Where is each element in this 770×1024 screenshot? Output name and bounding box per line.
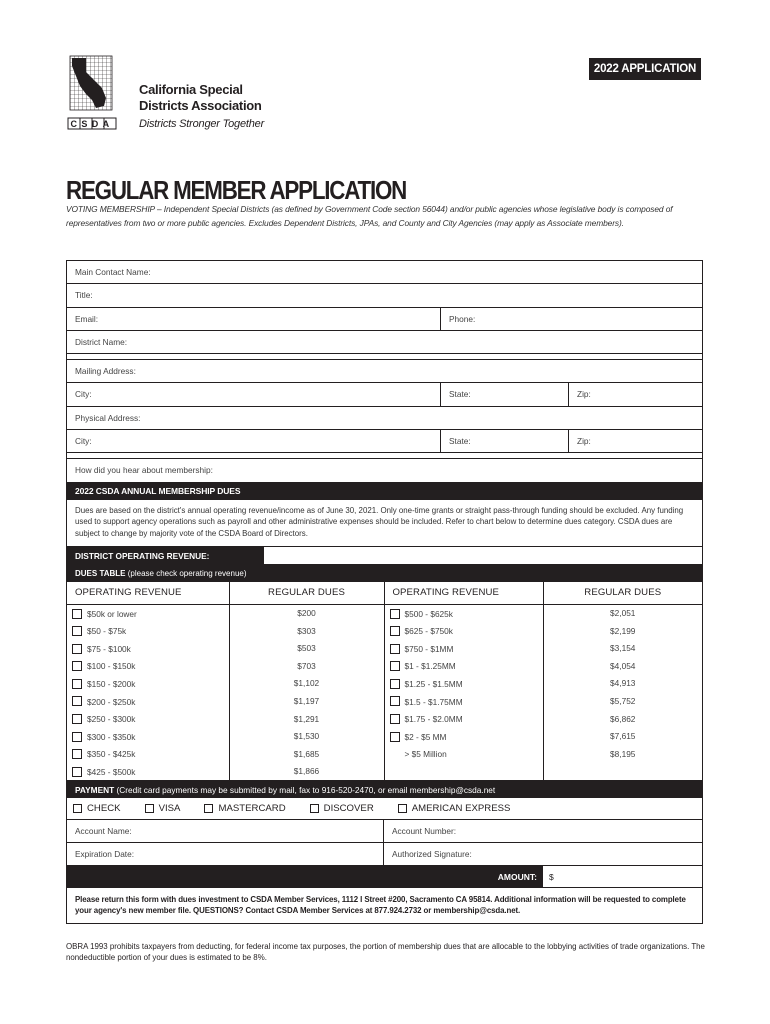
dues-amount: $4,054: [610, 660, 636, 671]
col-header: OPERATING REVENUE: [67, 582, 229, 604]
revenue-option: > $5 Million: [404, 749, 447, 760]
dues-row: [67, 639, 702, 657]
payment-visa[interactable]: VISA: [145, 803, 181, 814]
checkbox[interactable]: [398, 804, 407, 813]
checkbox[interactable]: [310, 804, 319, 813]
checkbox[interactable]: [72, 679, 82, 689]
revenue-option: $75 - $100k: [87, 643, 131, 654]
amount-label: AMOUNT:: [497, 872, 537, 883]
checkbox[interactable]: [72, 732, 82, 742]
page-title: REGULAR MEMBER APPLICATION: [66, 175, 407, 205]
checkbox[interactable]: [72, 749, 82, 759]
application-form: [66, 260, 703, 924]
payment-mastercard[interactable]: MASTERCARD: [204, 803, 285, 814]
revenue-option: $2 - $5 MM: [404, 731, 447, 742]
payment-discover[interactable]: DISCOVER: [310, 803, 374, 814]
amount-field[interactable]: $: [543, 866, 702, 887]
account-name-field[interactable]: Account Name:: [67, 820, 384, 842]
dues-amount: $200: [297, 608, 316, 619]
operating-revenue-label: DISTRICT OPERATING REVENUE:: [67, 547, 264, 564]
checkbox[interactable]: [72, 696, 82, 706]
csda-logo: [66, 54, 118, 130]
mailing-state-field[interactable]: State:: [441, 383, 569, 405]
dues-section-heading: 2022 CSDA ANNUAL MEMBERSHIP DUES: [67, 483, 702, 500]
payment-amex[interactable]: AMERICAN EXPRESS: [398, 803, 511, 814]
dues-row: [67, 622, 702, 640]
revenue-option: $1.5 - $1.75MM: [404, 696, 463, 707]
dues-amount: $503: [297, 643, 316, 654]
checkbox[interactable]: [390, 609, 400, 619]
dues-amount: $1,291: [293, 713, 320, 724]
page-subtitle: VOTING MEMBERSHIP – Independent Special Districts (as defined by Government Code section 56044) and/or public agencies whose legislative body is composed of representatives from two or more public agencies. Excludes Dependent Districts, JPAs, and County and City Agencies (may apply as Associate members).: [66, 204, 673, 228]
referral-field[interactable]: How did you hear about membership:: [75, 465, 213, 476]
revenue-option: $50 - $75k: [87, 625, 127, 636]
main-contact-field[interactable]: Main Contact Name:: [75, 267, 151, 277]
checkbox[interactable]: [390, 714, 400, 724]
revenue-option: $300 - $350k: [87, 731, 136, 742]
dues-row: [67, 675, 702, 693]
application-year-tag: 2022 APPLICATION: [589, 58, 701, 80]
revenue-option: $50k or lower: [87, 608, 137, 619]
expiration-date-field[interactable]: Expiration Date:: [67, 843, 384, 865]
checkbox[interactable]: [390, 644, 400, 654]
dues-description: Dues are based on the district's annual operating revenue/income as of June 30, 2021. Only one-time grants or straight pass-through funding should be excluded. Any funding used to support agency operations such as payroll and other administrative expenses should be included. Refer to chart below to determine dues category. CSDA dues are subject to change by majority vote of the CSDA Board of Directors.: [67, 500, 702, 548]
dues-table-heading: DUES TABLE (please check operating revenue): [67, 565, 702, 582]
checkbox[interactable]: [72, 609, 82, 619]
dues-amount: $2,199: [610, 625, 636, 636]
dues-row: [67, 657, 702, 675]
dues-amount: $8,195: [610, 748, 636, 759]
checkbox[interactable]: [72, 626, 82, 636]
checkbox[interactable]: [72, 714, 82, 724]
dues-row: [67, 604, 702, 622]
col-header: OPERATING REVENUE: [384, 582, 543, 604]
checkbox[interactable]: [204, 804, 213, 813]
logo-text: CSDA: [70, 119, 114, 129]
dues-amount: $5,752: [610, 695, 636, 706]
dues-amount: $1,866: [293, 766, 320, 777]
operating-revenue-input[interactable]: [264, 547, 702, 564]
tagline: Districts Stronger Together: [139, 118, 265, 130]
signature-field[interactable]: Authorized Signature:: [392, 849, 472, 860]
revenue-option: $1 - $1.25MM: [404, 661, 456, 672]
revenue-option: $1.25 - $1.5MM: [404, 678, 463, 689]
revenue-option: $500 - $625k: [404, 608, 453, 619]
checkbox[interactable]: [72, 644, 82, 654]
dues-table: [67, 582, 702, 780]
dues-amount: $1,197: [293, 695, 320, 706]
mailing-address-field[interactable]: Mailing Address:: [75, 366, 136, 377]
obra-disclaimer: OBRA 1993 prohibits taxpayers from deducting, for federal income tax purposes, the portion of membership dues that are allocable to the lobbying activities of trade organizations. The nondeductible portion of your dues is estimated to be 8%.: [66, 942, 705, 963]
checkbox[interactable]: [72, 767, 82, 777]
dues-amount: $7,615: [610, 731, 636, 742]
dues-row: [67, 745, 702, 763]
mailing-zip-field[interactable]: Zip:: [577, 389, 591, 400]
mailing-city-field[interactable]: City:: [67, 383, 441, 405]
revenue-option: $425 - $500k: [87, 766, 136, 777]
checkbox[interactable]: [390, 679, 400, 689]
dues-amount: $4,913: [610, 678, 636, 689]
revenue-option: $250 - $300k: [87, 713, 136, 724]
phone-field[interactable]: Phone:: [449, 313, 476, 324]
physical-city-field[interactable]: City:: [67, 430, 441, 452]
org-name: California Special Districts Association: [139, 82, 262, 113]
dues-row: [67, 692, 702, 710]
checkbox[interactable]: [145, 804, 154, 813]
revenue-option: $200 - $250k: [87, 696, 136, 707]
title-field[interactable]: Title:: [75, 290, 93, 301]
payment-heading: PAYMENT (Credit card payments may be submitted by mail, fax to 916-520-2470, or email membership@csda.net: [67, 780, 702, 798]
checkbox[interactable]: [390, 732, 400, 742]
col-header: REGULAR DUES: [229, 582, 384, 604]
dues-row: [67, 763, 702, 781]
physical-state-field[interactable]: State:: [441, 430, 569, 452]
revenue-option: $1.75 - $2.0MM: [404, 713, 463, 724]
dues-row: [67, 710, 702, 728]
physical-address-field[interactable]: Physical Address:: [75, 412, 141, 423]
revenue-option: $750 - $1MM: [404, 643, 454, 654]
account-number-field[interactable]: Account Number:: [392, 826, 457, 837]
district-name-field[interactable]: District Name:: [75, 336, 128, 347]
checkbox[interactable]: [73, 804, 82, 813]
payment-check[interactable]: CHECK: [73, 803, 121, 814]
return-instructions: Please return this form with dues investment to CSDA Member Services, 1112 I Street #200, Sacramento CA 95814. Additional information will be requested to complete your agency's new member file. QUESTIONS? Contact CSDA Member Services at 877.924.2732 or membership@csda.net.: [75, 895, 686, 916]
dues-amount: $6,862: [610, 713, 636, 724]
checkbox[interactable]: [390, 626, 400, 636]
checkbox[interactable]: [72, 661, 82, 671]
checkbox[interactable]: [390, 661, 400, 671]
dues-amount: $1,685: [293, 748, 320, 759]
revenue-option: $625 - $750k: [404, 625, 453, 636]
revenue-option: $150 - $200k: [87, 678, 136, 689]
checkbox[interactable]: [390, 696, 400, 706]
revenue-option: $350 - $425k: [87, 749, 136, 760]
checkbox-spacer: [390, 749, 400, 759]
dues-amount: $1,102: [293, 678, 320, 689]
col-header: REGULAR DUES: [543, 582, 702, 604]
dues-amount: $303: [297, 625, 316, 636]
physical-zip-field[interactable]: Zip:: [577, 436, 591, 447]
revenue-option: $100 - $150k: [87, 661, 136, 672]
payment-options: [67, 798, 702, 820]
dues-row: [67, 727, 702, 745]
dues-amount: $1,530: [293, 731, 320, 742]
dues-amount: $3,154: [610, 643, 636, 654]
dues-amount: $703: [297, 660, 316, 671]
email-field[interactable]: Email:: [67, 308, 441, 330]
dues-amount: $2,051: [610, 608, 636, 619]
